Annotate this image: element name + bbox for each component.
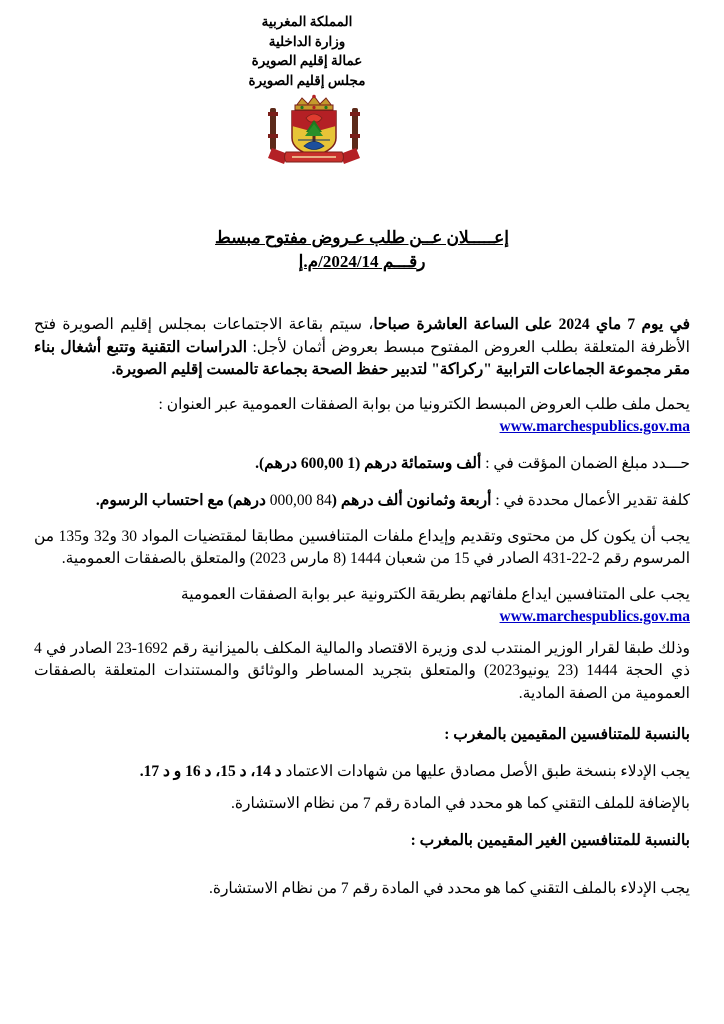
text-run: يجب أن يكون كل من محتوى وتقديم وإيداع ملفات المتنافسين مطابقا لمقتضيات المواد 30 و32 و135 من المرسوم رقم 2-22-431 الصادر في 15 من شعبان 1444 (8 مارس 2023) والمتعلق بالصفقات العمومية. — [34, 527, 690, 567]
text-run: يحمل ملف طلب العروض المبسط الكترونيا من بوابة الصفقات العمومية عبر العنوان : — [158, 395, 690, 413]
text-run: أربعة وثمانون ألف درهم ( — [331, 492, 492, 509]
document-body — [34, 314, 690, 901]
official-letterhead — [192, 12, 422, 90]
opening-paragraph — [34, 314, 690, 382]
text-run: وذلك طبقا لقرار الوزير المنتدب لدى وزيرة الاقتصاد والمالية المكلف بالميزانية رقم 1692-23 الصادر في 4 ذي الحجة 1444 (23 يونيو2023) والمتعلق بتجريد المساطر والوثائق والمستندات المتعلقة بالصفقات العمومية من الصفة المادية. — [34, 639, 690, 702]
text-run: الدراسات التقنية وتتبع أشغال بناء مقر مجموعة الجماعات الترابية "ركراكة" لتدبير حفظ الصحة بجماعة تالمست إقليم الصويرة. — [34, 338, 690, 378]
text-run: بالنسبة للمتنافسين المقيمين بالمغرب : — [444, 726, 690, 743]
text-run: في يوم 7 ماي 2024 على الساعة العاشرة صباحا — [373, 316, 690, 333]
accreditation-certificates-line — [34, 761, 690, 784]
provincial-coat-of-arms-image — [258, 94, 370, 166]
text-run: درهم) مع احتساب الرسوم. — [95, 492, 270, 509]
text-run: بالنسبة للمتنافسين الغير المقيمين بالمغرب : — [410, 831, 690, 849]
minister-decision-paragraph — [34, 638, 690, 706]
letterhead-council: مجلس إقليم الصويرة — [248, 72, 366, 88]
text-run: يجب الإدلاء بالملف التقني كما هو محدد في المادة رقم 7 من نظام الاستشارة. — [208, 880, 690, 897]
electronic-submission-line — [34, 584, 690, 629]
text-run: بالإضافة للملف التقني كما هو محدد في المادة رقم 7 من نظام الاستشارة. — [230, 795, 690, 812]
download-portal-line — [34, 394, 690, 439]
non-residents-technical-file-line — [34, 878, 690, 901]
text-run: 84 000,00 — [269, 492, 332, 509]
text-run: ألف وستمائة درهم (1 600,00 درهم). — [255, 454, 482, 472]
announcement-title — [34, 226, 690, 274]
provisional-guarantee-line — [34, 453, 690, 476]
text-run: د 14، د 15، د 16 و د 17. — [139, 762, 282, 780]
non-residents-heading — [34, 830, 690, 853]
letterhead-ministry: وزارة الداخلية — [268, 33, 346, 49]
residents-heading — [34, 724, 690, 747]
coat-of-arms-icon — [258, 94, 370, 166]
works-estimate-line — [34, 490, 690, 513]
text-run: يجب الإدلاء بنسخة طبق الأصل مصادق عليها من شهادات الاعتماد — [281, 762, 690, 780]
title-line-2: رقـــم 2024/14/م.إ — [298, 252, 426, 271]
text-run: ، سيتم بقاعة الاجتماعات بمجلس إقليم الصويرة فتح الأظرفة المتعلقة بطلب العروض المفتوح مبسط بعروض أثمان لأجل: — [34, 316, 690, 356]
decree-compliance-paragraph — [34, 526, 690, 571]
title-line-1: إعـــــلان عــن طلب عـروض مفتوح مبسط — [215, 228, 509, 247]
letterhead-prefecture: عمالة إقليم الصويرة — [251, 53, 363, 68]
public-procurement-portal-link[interactable]: www.marchespublics.gov.ma — [499, 608, 690, 625]
letterhead-kingdom: المملكة المغربية — [261, 14, 353, 29]
text-run: حـــدد مبلغ الضمان المؤقت في : — [481, 454, 690, 472]
text-run: يجب على المتنافسين ايداع ملفاتهم بطريقة الكترونية عبر بوابة الصفقات العمومية — [180, 585, 690, 603]
text-run: كلفة تقدير الأعمال محددة في : — [491, 492, 690, 509]
public-procurement-portal-link[interactable]: www.marchespublics.gov.ma — [499, 418, 690, 435]
technical-file-line — [34, 793, 690, 816]
